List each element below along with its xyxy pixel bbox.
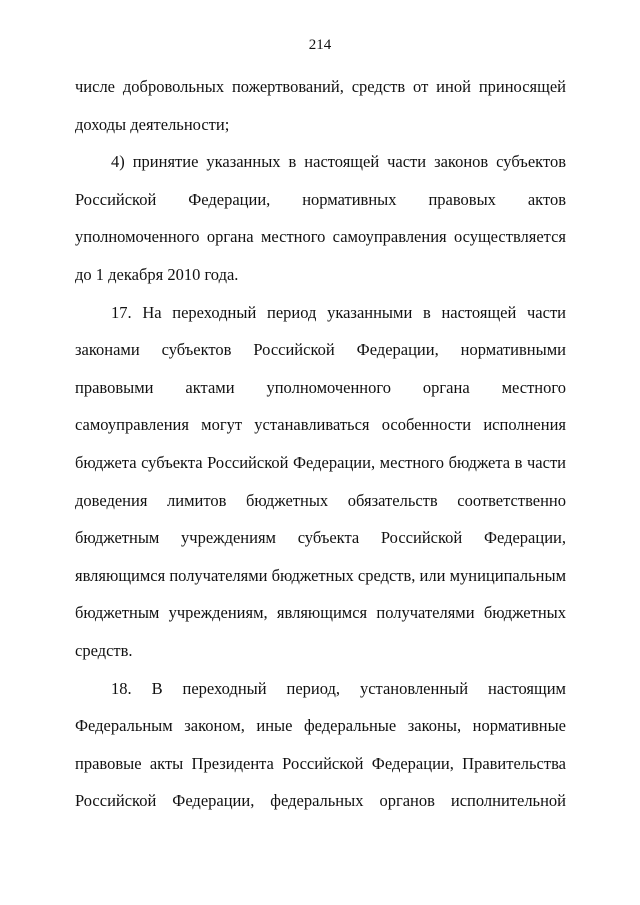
text-line: Российской Федерации, федеральных органов исполнительной xyxy=(75,791,566,811)
text-line: правовые акты Президента Российской Федерации, Правительства xyxy=(75,753,566,773)
text-line: доходы деятельности; xyxy=(75,114,230,134)
page-number: 214 xyxy=(308,37,332,53)
text-line: правовыми актами уполномоченного органа местного xyxy=(75,377,566,397)
text-line: доведения лимитов бюджетных обязательств соответственно xyxy=(75,490,566,510)
text-line: законами субъектов Российской Федерации, нормативными xyxy=(75,340,566,360)
document-body xyxy=(75,72,566,824)
text-line: числе добровольных пожертвований, средств от иной приносящей xyxy=(75,77,566,96)
paragraph-item-4 xyxy=(75,147,566,297)
paragraph-17 xyxy=(75,298,566,674)
text-line: являющимся получателями бюджетных средств, или муниципальным xyxy=(75,565,567,585)
text-line: бюджетным учреждениям субъекта Российской Федерации, xyxy=(75,528,566,548)
paragraph-continuation xyxy=(75,72,566,147)
text-line: бюджетным учреждениям, являющимся получателями бюджетных xyxy=(75,603,566,623)
text-line: до 1 декабря 2010 года. xyxy=(75,264,239,284)
text-line: самоуправления могут устанавливаться особенности исполнения xyxy=(75,415,566,435)
text-line: средств. xyxy=(75,640,133,660)
text-line: бюджета субъекта Российской Федерации, местного бюджета в части xyxy=(75,452,566,472)
text-line: 18. В переходный период, установленный настоящим xyxy=(111,678,566,698)
text-line: Федеральным законом, иные федеральные законы, нормативные xyxy=(75,716,566,736)
text-line: 4) принятие указанных в настоящей части законов субъектов xyxy=(111,152,566,172)
text-line: 17. На переходный период указанными в настоящей части xyxy=(111,302,566,322)
paragraph-18 xyxy=(75,674,566,824)
text-line: Российской Федерации, нормативных правовых актов xyxy=(75,189,566,209)
text-line: уполномоченного органа местного самоуправления осуществляется xyxy=(75,227,566,247)
